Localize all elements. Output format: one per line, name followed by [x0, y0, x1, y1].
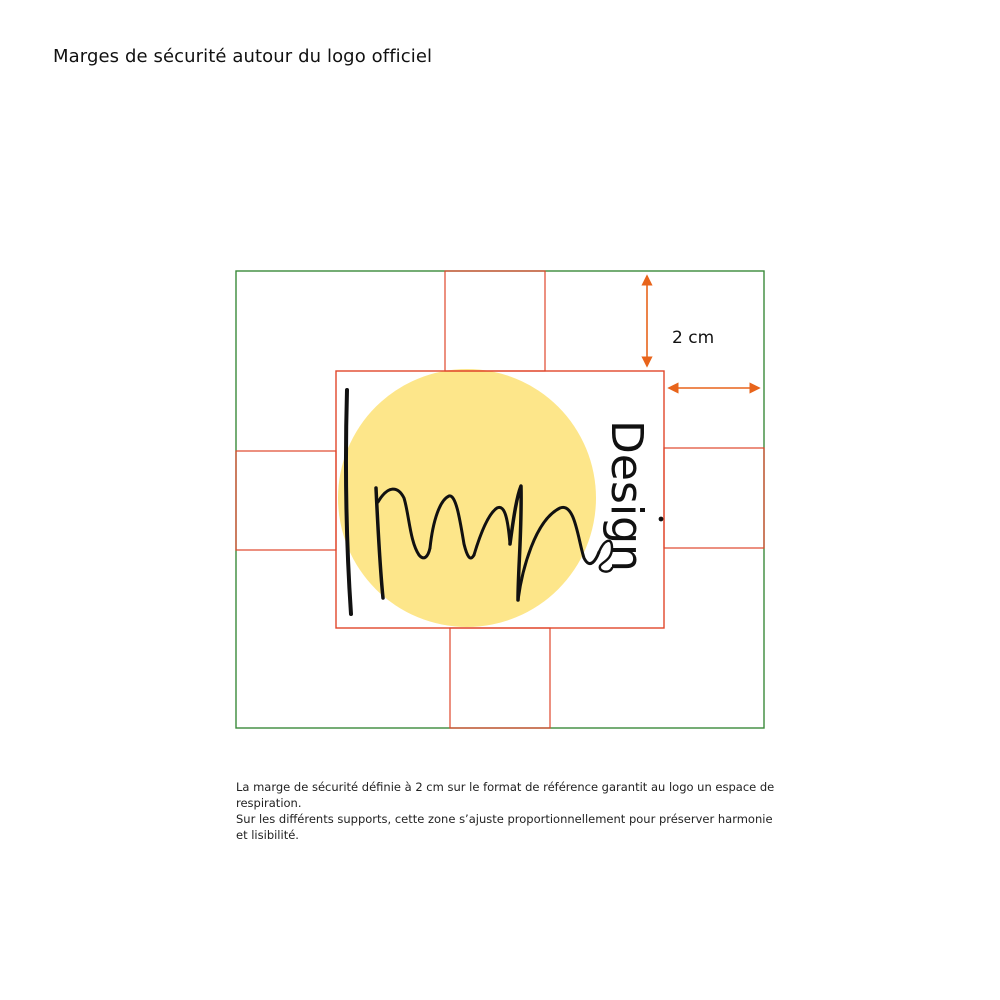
page-title: Marges de sécurité autour du logo officiel: [53, 46, 433, 67]
caption: [236, 779, 776, 843]
caption-line-2: Sur les différents supports, cette zone s’ajuste proportionnellement pour préserver harmonie et lisibilité.: [236, 812, 773, 842]
margin-block-bottom: [450, 628, 550, 728]
caption-line-1: La marge de sécurité définie à 2 cm sur le format de référence garantit au logo un espace de respiration.: [236, 780, 775, 810]
logo-wordmark-dot: [659, 517, 664, 522]
margin-block-right: [664, 448, 764, 548]
logo-wordmark: Design: [601, 420, 652, 572]
margin-block-left: [236, 451, 336, 550]
margin-dimension-label: 2 cm: [672, 328, 715, 348]
margin-block-top: [445, 271, 545, 371]
